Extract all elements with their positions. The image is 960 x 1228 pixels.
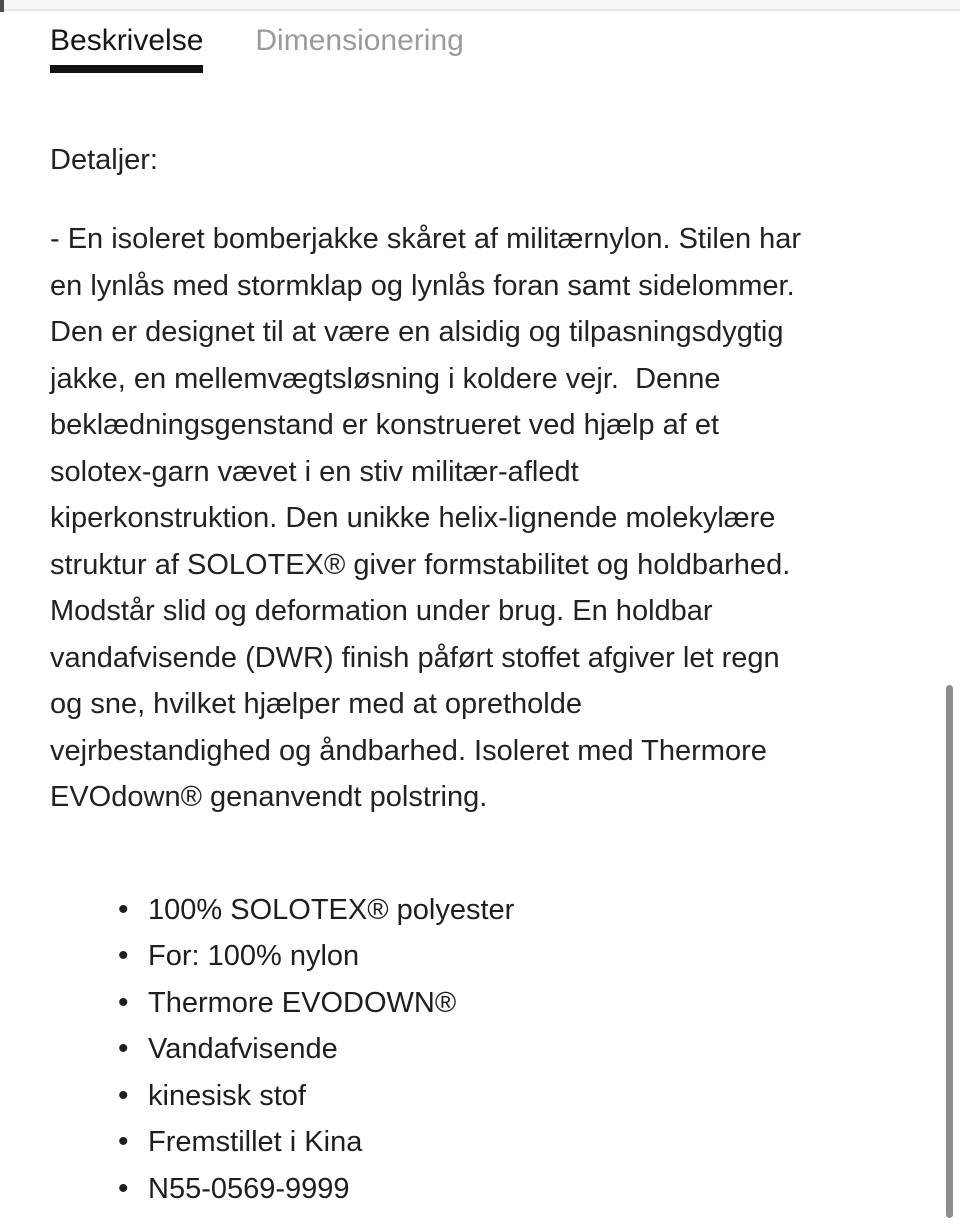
description-line: vejrbestandighed og åndbarhed. Isoleret med Thermore (50, 734, 767, 767)
spec-item-style-number: N55-0569-9999 (148, 1172, 350, 1205)
list-item (118, 1073, 914, 1120)
list-item (118, 933, 914, 980)
spec-item-material: 100% SOLOTEX® polyester (148, 893, 515, 926)
bullet-icon: • (118, 985, 129, 1019)
bullet-icon: • (118, 1171, 129, 1205)
bullet-icon: • (118, 892, 129, 926)
description-line: Modstår slid og deformation under brug. En holdbar (50, 595, 713, 627)
tab-beskrivelse[interactable]: Beskrivelse (50, 23, 203, 73)
screen-edge-artifact (0, 0, 4, 12)
spec-item-made-in: Fremstillet i Kina (148, 1126, 363, 1158)
description-panel (0, 137, 960, 1212)
description-line: solotex-garn vævet i en stiv militær-afledt (50, 455, 579, 488)
product-description (50, 216, 914, 821)
vertical-scrollbar-thumb[interactable] (946, 685, 953, 1218)
spec-item-water-repellent: Vandafvisende (148, 1033, 338, 1065)
bullet-icon: • (118, 1078, 129, 1112)
description-line: Den er designet til at være en alsidig og tilpasningsdygtig (50, 316, 784, 348)
bullet-icon: • (118, 1032, 129, 1065)
spec-item-insulation: Thermore EVODOWN® (148, 986, 457, 1019)
description-line: kiperkonstruktion. Den unikke helix-lignende molekylære (50, 502, 776, 534)
list-item (118, 1166, 914, 1213)
bullet-icon: • (118, 1125, 129, 1158)
tab-dimensionering[interactable]: Dimensionering (255, 24, 464, 57)
bullet-icon: • (118, 939, 129, 972)
tab-bar (0, 11, 960, 73)
description-line: vandafvisende (DWR) finish påført stoffet afgiver let regn (50, 641, 780, 674)
spec-item-fabric-origin: kinesisk stof (148, 1079, 306, 1112)
list-item (118, 1119, 914, 1166)
description-line: og sne, hvilket hjælper med at opretholde (50, 688, 582, 720)
description-line: EVOdown® genanvendt polstring. (50, 781, 488, 813)
list-item (118, 1026, 914, 1073)
description-line: - En isoleret bomberjakke skåret af militærnylon. Stilen har (50, 223, 802, 255)
list-item (118, 980, 914, 1027)
description-line: struktur af SOLOTEX® giver formstabilitet og holdbarhed. (50, 548, 791, 581)
details-heading: Detaljer: (50, 144, 158, 176)
spec-item-lining: For: 100% nylon (148, 940, 360, 972)
spec-bullet-list (50, 887, 914, 1213)
list-item (118, 887, 914, 934)
description-line: en lynlås med stormklap og lynlås foran samt sidelommer. (50, 269, 795, 302)
description-line: beklædningsgenstand er konstrueret ved hjælp af et (50, 409, 720, 441)
top-divider (0, 0, 960, 11)
description-line: jakke, en mellemvægtsløsning i koldere vejr. Denne (50, 362, 721, 395)
